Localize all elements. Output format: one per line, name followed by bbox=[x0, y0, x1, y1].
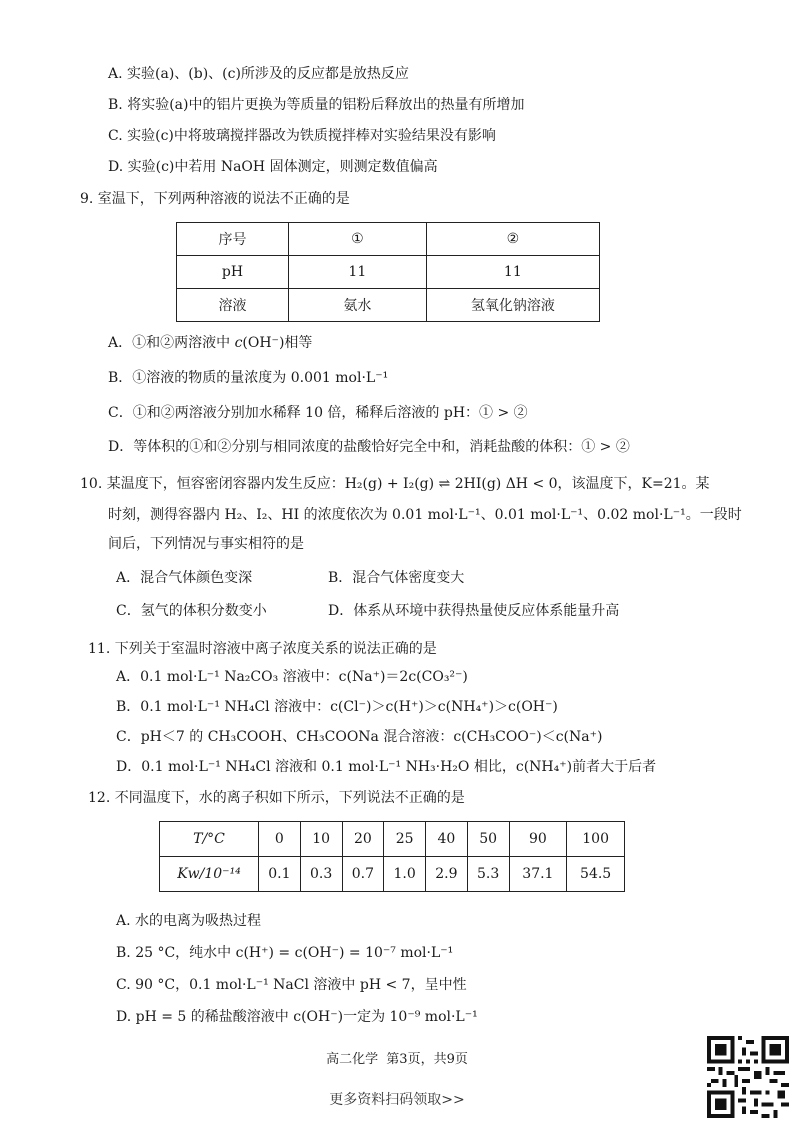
q8-option-a: A. 实验(a)、(b)、(c)所涉及的反应都是放热反应 bbox=[108, 66, 409, 82]
table-cell: 11 bbox=[426, 256, 599, 289]
table-row bbox=[177, 289, 600, 322]
table-cell: 54.5 bbox=[567, 857, 625, 892]
table-cell: 0.7 bbox=[342, 857, 384, 892]
table-cell: 37.1 bbox=[509, 857, 567, 892]
table-row bbox=[177, 223, 600, 256]
table-cell: 5.3 bbox=[467, 857, 509, 892]
table-header-cell: T/°C bbox=[160, 822, 259, 857]
q12-option-d: D. pH = 5 的稀盐酸溶液中 c(OH⁻)一定为 10⁻⁹ mol·L⁻¹ bbox=[116, 1009, 478, 1025]
table-cell: 100 bbox=[567, 822, 625, 857]
q9-option-d: D．等体积的①和②分别与相同浓度的盐酸恰好完全中和，消耗盐酸的体积：① > ② bbox=[108, 439, 630, 455]
q10-option-a: A．混合气体颜色变深 bbox=[116, 570, 253, 586]
table-cell: 溶液 bbox=[177, 289, 289, 322]
q10-stem-line2: 时刻，测得容器内 H₂、I₂、HI 的浓度依次为 0.01 mol·L⁻¹、0.01 mol·L⁻¹、0.02 mol·L⁻¹。一段时 bbox=[108, 507, 742, 523]
q11-option-b: B．0.1 mol·L⁻¹ NH₄Cl 溶液中：c(Cl⁻)＞c(H⁺)＞c(NH₄⁺)＞c(OH⁻) bbox=[116, 699, 558, 715]
q11-stem: 11. 下列关于室温时溶液中离子浓度关系的说法正确的是 bbox=[88, 641, 437, 657]
q12-option-b: B. 25 °C，纯水中 c(H⁺) = c(OH⁻) = 10⁻⁷ mol·L⁻¹ bbox=[116, 945, 454, 961]
table-cell: 2.9 bbox=[426, 857, 468, 892]
q8-option-c: C. 实验(c)中将玻璃搅拌器改为铁质搅拌棒对实验结果没有影响 bbox=[108, 128, 496, 144]
q10-option-c: C．氢气的体积分数变小 bbox=[116, 603, 267, 619]
table-cell: ② bbox=[426, 223, 599, 256]
q11-option-c: C．pH＜7 的 CH₃COOH、CH₃COONa 混合溶液：c(CH₃COO⁻)＜c(Na⁺) bbox=[116, 729, 603, 745]
q12-option-a: A. 水的电离为吸热过程 bbox=[116, 913, 262, 929]
q9-option-a-c: c bbox=[234, 335, 243, 351]
q9-option-a-pre: A．①和②两溶液中 bbox=[108, 335, 235, 351]
table-cell: 0.1 bbox=[259, 857, 301, 892]
table-cell: 氢氧化钠溶液 bbox=[426, 289, 599, 322]
q8-option-b: B. 将实验(a)中的铝片更换为等质量的铝粉后释放出的热量有所增加 bbox=[108, 97, 525, 113]
page-footer bbox=[0, 1048, 794, 1067]
table-row bbox=[160, 857, 625, 892]
q12-option-c: C. 90 °C，0.1 mol·L⁻¹ NaCl 溶液中 pH < 7，呈中性 bbox=[116, 977, 467, 993]
q10-option-b: B．混合气体密度变大 bbox=[328, 570, 465, 586]
q11-option-d: D．0.1 mol·L⁻¹ NH₄Cl 溶液和 0.1 mol·L⁻¹ NH₃·H₂O 相比，c(NH₄⁺)前者大于后者 bbox=[116, 759, 657, 775]
table-cell: 0.3 bbox=[300, 857, 342, 892]
table-row bbox=[177, 256, 600, 289]
q9-option-a bbox=[108, 333, 312, 353]
qr-code-icon[interactable] bbox=[707, 1036, 789, 1118]
footer-page-number: 第3页，共9页 bbox=[386, 1052, 468, 1067]
q9-stem: 9. 室温下，下列两种溶液的说法不正确的是 bbox=[80, 191, 350, 207]
q10-option-d: D．体系从环境中获得热量使反应体系能量升高 bbox=[328, 603, 620, 619]
more-resources-link[interactable]: 更多资料扫码领取>> bbox=[329, 1092, 465, 1108]
table-cell: 20 bbox=[342, 822, 384, 857]
q9-option-a-post: (OH⁻)相等 bbox=[242, 335, 313, 351]
table-cell: 25 bbox=[384, 822, 426, 857]
table-cell: 11 bbox=[289, 256, 427, 289]
q10-stem-line3: 间后，下列情况与事实相符的是 bbox=[108, 536, 304, 552]
q12-table bbox=[159, 821, 625, 892]
table-cell: 50 bbox=[467, 822, 509, 857]
q10-stem-line1: 10. 某温度下，恒容密闭容器内发生反应：H₂(g) + I₂(g) ⇌ 2HI(g) ΔH < 0，该温度下，K=21。某 bbox=[80, 476, 710, 492]
table-cell: 1.0 bbox=[384, 857, 426, 892]
table-cell: 序号 bbox=[177, 223, 289, 256]
table-cell: 0 bbox=[259, 822, 301, 857]
table-cell: 90 bbox=[509, 822, 567, 857]
q8-option-d: D. 实验(c)中若用 NaOH 固体测定，则测定数值偏高 bbox=[108, 159, 438, 175]
q9-option-c: C．①和②两溶液分别加水稀释 10 倍，稀释后溶液的 pH：① > ② bbox=[108, 405, 528, 421]
q11-option-a: A．0.1 mol·L⁻¹ Na₂CO₃ 溶液中：c(Na⁺)＝2c(CO₃²⁻) bbox=[116, 669, 468, 685]
footer-subject: 高二化学 bbox=[326, 1052, 379, 1067]
q9-option-b: B．①溶液的物质的量浓度为 0.001 mol·L⁻¹ bbox=[108, 370, 389, 386]
table-cell: 氨水 bbox=[289, 289, 427, 322]
table-cell: pH bbox=[177, 256, 289, 289]
table-cell: ① bbox=[289, 223, 427, 256]
table-header-cell: Kw/10⁻¹⁴ bbox=[160, 857, 259, 892]
q12-stem: 12. 不同温度下，水的离子积如下所示，下列说法不正确的是 bbox=[88, 790, 465, 806]
table-cell: 10 bbox=[300, 822, 342, 857]
table-row bbox=[160, 822, 625, 857]
q9-table bbox=[176, 222, 600, 322]
table-cell: 40 bbox=[426, 822, 468, 857]
